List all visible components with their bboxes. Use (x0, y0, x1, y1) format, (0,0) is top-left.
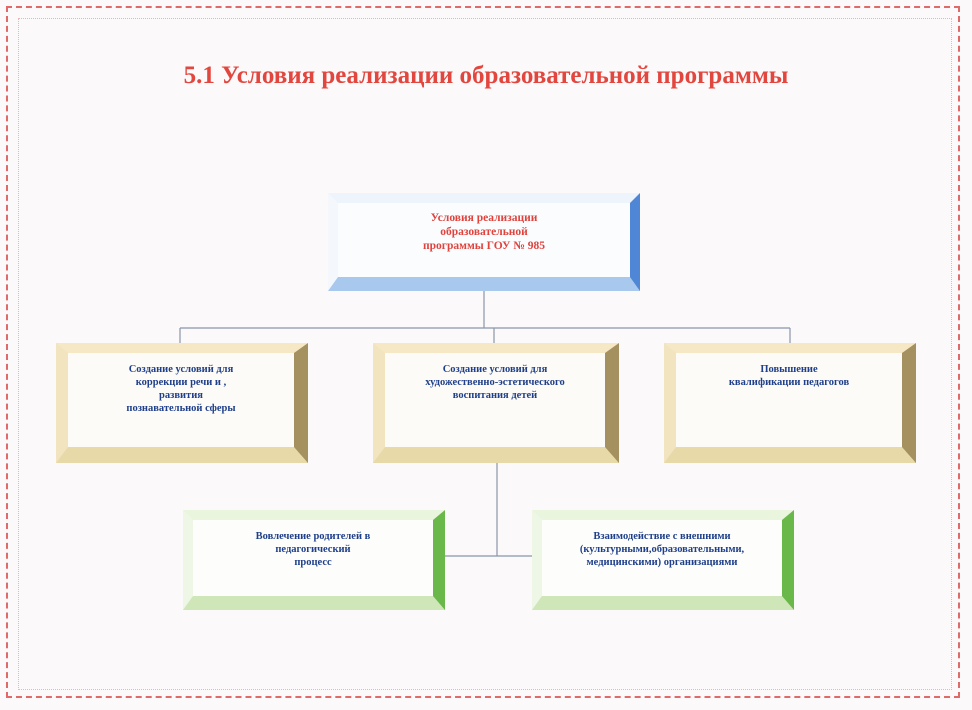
node-teacher-qualification (664, 343, 916, 463)
node-parent-involvement (183, 510, 445, 610)
root-node-label: Условия реализации образовательной программы ГОУ № 985 (423, 212, 545, 252)
node-speech-correction (56, 343, 308, 463)
node-art-aesthetic (373, 343, 619, 463)
root-node (328, 193, 640, 291)
node-label: Вовлечение родителей в педагогический процесс (255, 531, 371, 568)
node-label: Взаимодействие с внешними (культурными,образовательными, медицинскими) организациями (579, 531, 745, 568)
node-label: Повышение квалификации педагогов (728, 364, 850, 388)
node-label: Создание условий для художественно-эстетического воспитания детей (425, 364, 565, 401)
node-external-cooperation (532, 510, 794, 610)
page-title: 5.1 Условия реализации образовательной программы (183, 62, 789, 89)
node-label: Создание условий для коррекции речи и , развития познавательной сферы (126, 364, 236, 414)
